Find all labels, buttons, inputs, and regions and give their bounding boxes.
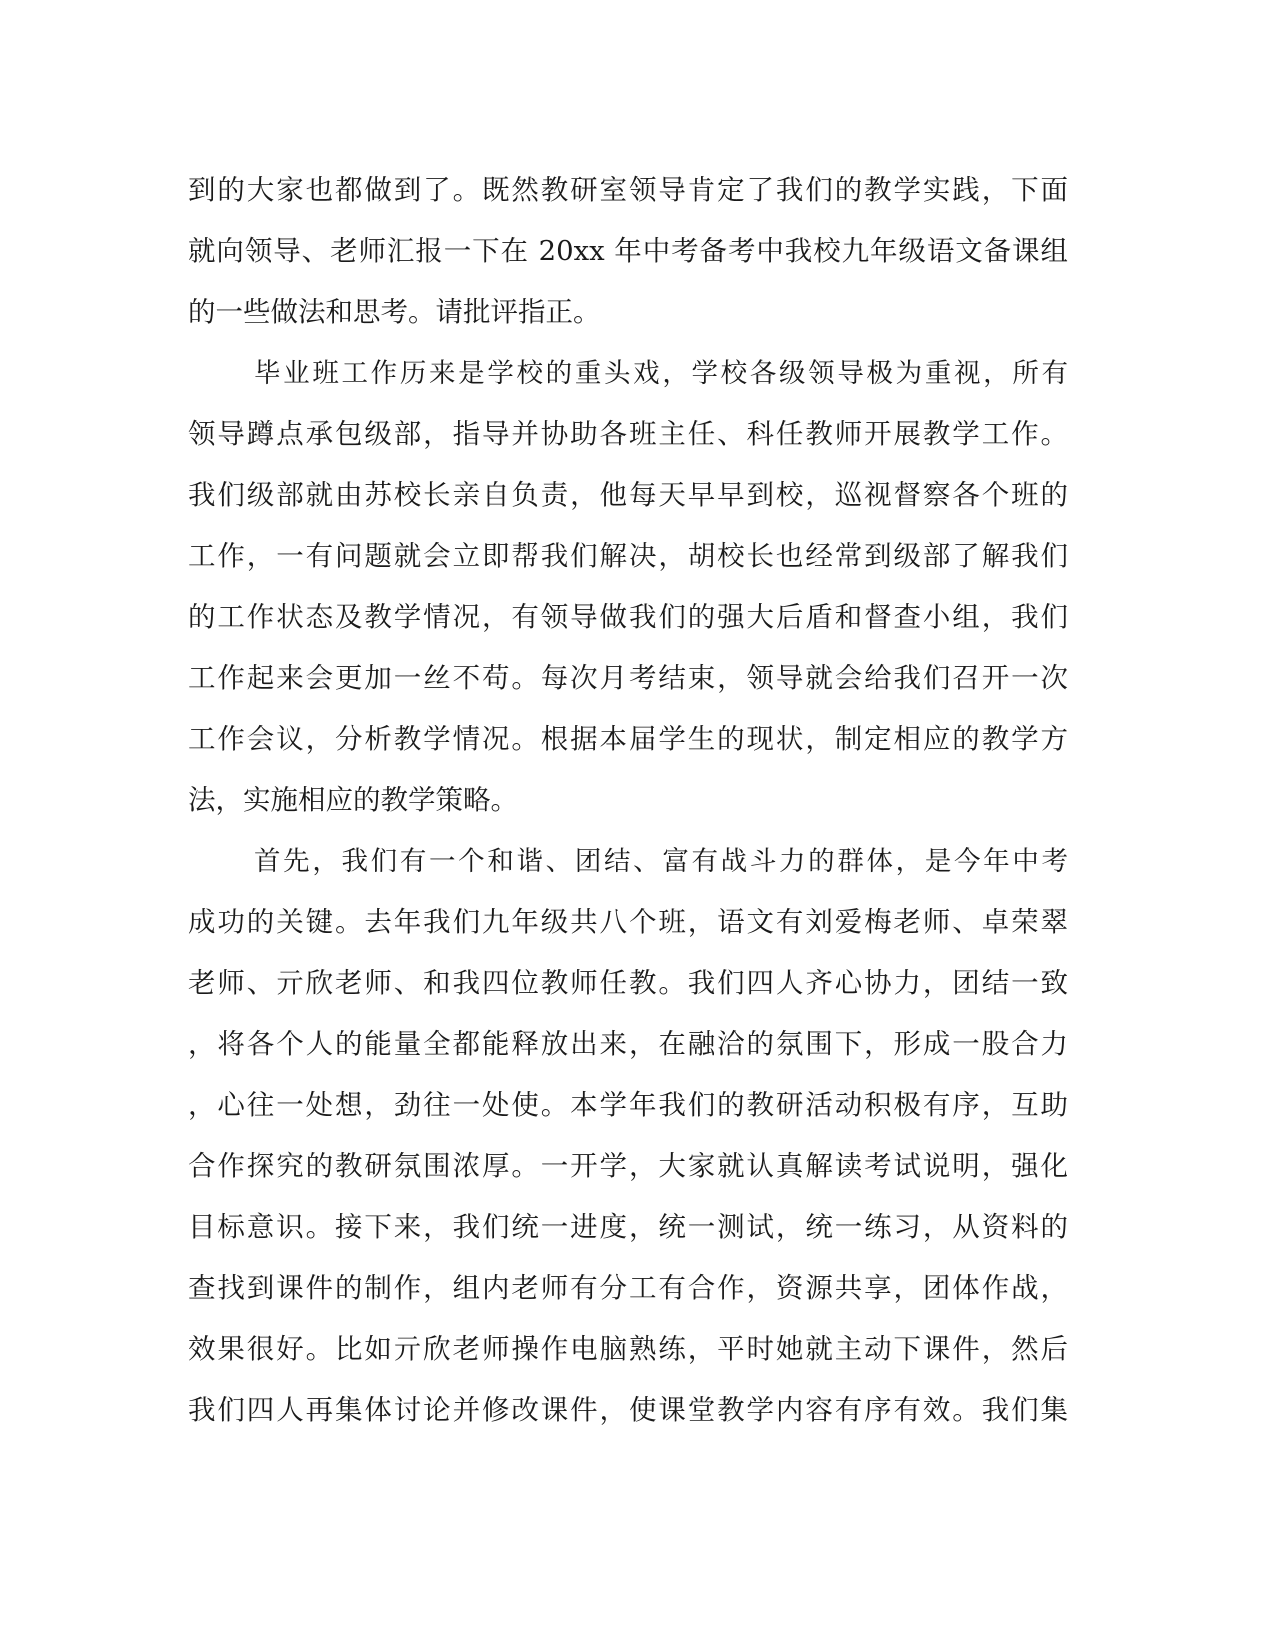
text-line: 就向领导、老师汇报一下在 20xx 年中考备考中我校九年级语文备课组 bbox=[188, 235, 1068, 267]
text-line: ，将各个人的能量全都能释放出来，在融洽的氛围下，形成一股合力 bbox=[188, 1028, 1068, 1060]
text-line: ，心往一处想，劲往一处使。本学年我们的教研活动积极有序，互助 bbox=[188, 1089, 1068, 1121]
text-line: 成功的关键。去年我们九年级共八个班，语文有刘爱梅老师、卓荣翠 bbox=[188, 906, 1068, 938]
text-line: 我们级部就由苏校长亲自负责，他每天早早到校，巡视督察各个班的 bbox=[188, 479, 1068, 511]
text-line: 老师、亓欣老师、和我四位教师任教。我们四人齐心协力，团结一致 bbox=[188, 967, 1068, 999]
text-line: 工作会议，分析教学情况。根据本届学生的现状，制定相应的教学方 bbox=[188, 723, 1068, 755]
text-line: 的工作状态及教学情况，有领导做我们的强大后盾和督查小组，我们 bbox=[188, 601, 1068, 633]
text-line: 法，实施相应的教学策略。 bbox=[188, 784, 518, 816]
text-line: 合作探究的教研氛围浓厚。一开学，大家就认真解读考试说明，强化 bbox=[188, 1150, 1068, 1182]
text-line: 毕业班工作历来是学校的重头戏，学校各级领导极为重视，所有 bbox=[254, 358, 1068, 389]
text-line: 效果很好。比如亓欣老师操作电脑熟练，平时她就主动下课件，然后 bbox=[188, 1333, 1068, 1365]
text-line: 领导蹲点承包级部，指导并协助各班主任、科任教师开展教学工作。 bbox=[188, 418, 1068, 450]
text-line: 工作，一有问题就会立即帮我们解决，胡校长也经常到级部了解我们 bbox=[188, 540, 1068, 572]
text-line: 目标意识。接下来，我们统一进度，统一测试，统一练习，从资料的 bbox=[188, 1211, 1068, 1243]
text-line: 工作起来会更加一丝不苟。每次月考结束，领导就会给我们召开一次 bbox=[188, 662, 1068, 694]
text-line: 查找到课件的制作，组内老师有分工有合作，资源共享，团体作战， bbox=[188, 1272, 1068, 1304]
document-body bbox=[188, 160, 1068, 1441]
text-line: 我们四人再集体讨论并修改课件，使课堂教学内容有序有效。我们集 bbox=[188, 1394, 1068, 1426]
text-line: 到的大家也都做到了。既然教研室领导肯定了我们的教学实践，下面 bbox=[188, 174, 1068, 206]
text-line: 的一些做法和思考。请批评指正。 bbox=[188, 296, 601, 328]
text-line: 首先，我们有一个和谐、团结、富有战斗力的群体，是今年中考 bbox=[254, 846, 1068, 877]
